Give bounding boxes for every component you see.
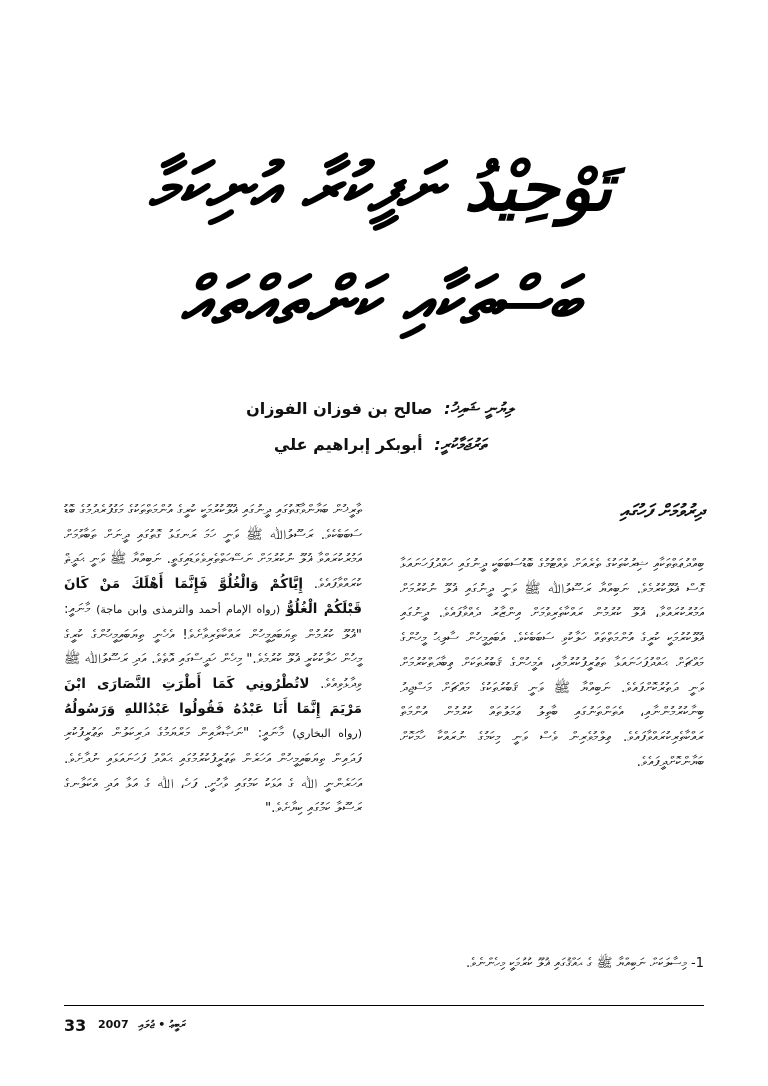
right-column: [400, 498, 704, 774]
left-column: [64, 498, 362, 821]
page-number: 33: [64, 1016, 87, 1035]
issue-name: ރަބީޢު • ޖުލައި: [138, 1018, 187, 1031]
footnote: 1- މިސާލަކަށް ނަބިއްޔާ ﷺ ގެ ޙައްޤުގައި ޣުލޫ ކުރުމަކީ މިހެންނެވެ.: [465, 956, 704, 971]
author-credit: [180, 397, 580, 421]
translator-credit: [180, 433, 580, 457]
translation-text-2: މާނައީ: "ނަޞާރާއިން މަރްޔަމުގެ ދަރިކަލުން ތަޢުރީފުކުރި ފަދައިން ތިޔަބައިމީހުން އަހަރެން ތަޢުރީފުކުރުމުގައި ޙައްދު ފަހަނައަޅައި ނުދާށެވެ. އަހަރެންނީ ﷲ ގެ އަޅަކު ކަމުގައި ވާހުށީ. ފަހެ، ﷲ ގެ އަޅާ އަދި އެކަލާނގެ ރަސޫލާ ކަމުގައި ކިޔާށެވެ.": [64, 725, 362, 817]
hadith-quote-1: إِيَّاكُمْ وَالْغُلُوَّ فَإِنَّمَا أَهْلَكَ مَنْ كَانَ قَبْلَكُمْ الْغُلُوُّ: [64, 576, 362, 617]
translator-label: ތަރުޖަމާކުރީ:: [434, 435, 487, 454]
translation-text-1: މާނައީ: "ޣުލޫ ކުރުމުން ތިޔަބައިމީހުން ރައްކާތެރިވާށެވެ! އެހެނީ ތިޔަބައިމީހުންގެ ކުރީގެ މީހުން ހަލާކުކުރީ ޣުލޫ ކުރުމެވެ." މިހެން ހަދީސްގައި އޮތެވެ. އަދި ރަސޫލުﷲ ﷺ ވިދާޅުވިއެވެ.: [64, 600, 362, 692]
article-title-line-2: ބަސްތަކާއި ކަންތައްތައް: [180, 263, 580, 340]
issue-year: 2007: [98, 1018, 129, 1031]
section-heading: ދިރުވުމަށް ފަހުގައި: [619, 501, 704, 522]
issue-info: [98, 1018, 192, 1032]
footer-rule: [64, 1005, 704, 1006]
left-paragraph-1: [64, 498, 362, 821]
article-title-line-1: تَوْحِيْدُ ނަފީކުރާ އުނިކަމާ: [148, 149, 612, 226]
author-label: ލިޔުނީ ޝައިޚު:: [444, 399, 514, 418]
hadith-quote-2: لاتُطْرُونِي كَمَا أَطْرَتِ النَّصَارَى ابْنَ مَرْيَمَ إِنَّمَا أَنَا عَبْدُهُ فَقُولُوا عَبْدُاللهِ وَرَسُولُهُ: [64, 675, 362, 717]
author-name: صالح بن فوزان الفوزان: [246, 399, 433, 418]
right-paragraph: ބިއްދުޢަތްތަކާއި ޝިރުކުތަކުގެ ތެރެއަށް ވެއްޓުމުގެ ބޮޑުސަބަބަކީ ދީނުގައި ހައްދުފަހަނައަޅާ ގޮސް ޣުލޫކުރުމެވެ. ނަބިއްޔާ ރަސޫލުﷲ ﷺ ވަނީ ދީނުގައި ޣުލޫ ނުކުރުމަށް އަމުރުކުރައްވާ، ޣުލޫ ކުރުމުން ރައްކާތެރިވުމަށް އިންޒާރު ދެއްވާފައެވެ. ދީނުގައި ޣުލޫކުރުމަކީ ކުރީގެ އުންމަތްތައް ހަލާކުވި ސަބަބެކެވެ. އެބައިމީހުން ސާލިޙު މީހުންގެ މައްޗަށް ޙައްދުފަހަނައަޅާ ތަޢުރީފުކުރުމާއި، އެމީހުންގެ ޤަބުރުތަކަށް ޢިބާދަތްކުރުމަށް ވަނީ ދަތުރުކޮށްފައެވެ. ނަބިއްޔާ ﷺ ވަނީ ޤަބުރުތަކުގެ މައްޗަށް މަސްޖިދު ބިނާކުރުމުންނާއި، އެތަންތަނުގައި ބާތިލު ޢަމަލުތައް ކުރުމުން އުންމަތް ރައްކާތެރިކުރައްވާފައެވެ. ޢިލްމުވެރިން ވެސް ވަނީ މިކަމުގެ ނުރައްކާ ހާމަކޮށް ބަޔާންކޮށްދީފައެވެ.: [400, 556, 704, 770]
translator-name: أبوبكر إبراهيم علي: [273, 435, 423, 454]
intro-text: ތާރީޚުން ބަޔާންވާގޮތުގައި ދީނުގައި ޣުލޫކުރުމަކީ ކުރީގެ އުންމަތްތަކުގެ މަގުފުރެދުމުގެ ބޮޑު ސަބަބެކެވެ. ރަސޫލުﷲ ﷺ ވަނީ ހަމަ ރަނގަޅު ގޮތުގައި ދީނަށް ތަބާވުމަށް އަމުރުކުރައްވާ ޣުލޫ ނުކުރުމަށް ނަސޭހަތްތެރިވެވަޑައިގަތީ. ނަބިއްޔާ ﷺ ވަނީ ޙަދީޘް ކުރައްވާފައެވެ.: [64, 502, 362, 593]
hadith-reference-1: (رواه الإمام أحمد والترمذى وابن ماجة): [96, 602, 281, 616]
hadith-reference-2: (رواه البخاري): [292, 727, 362, 741]
